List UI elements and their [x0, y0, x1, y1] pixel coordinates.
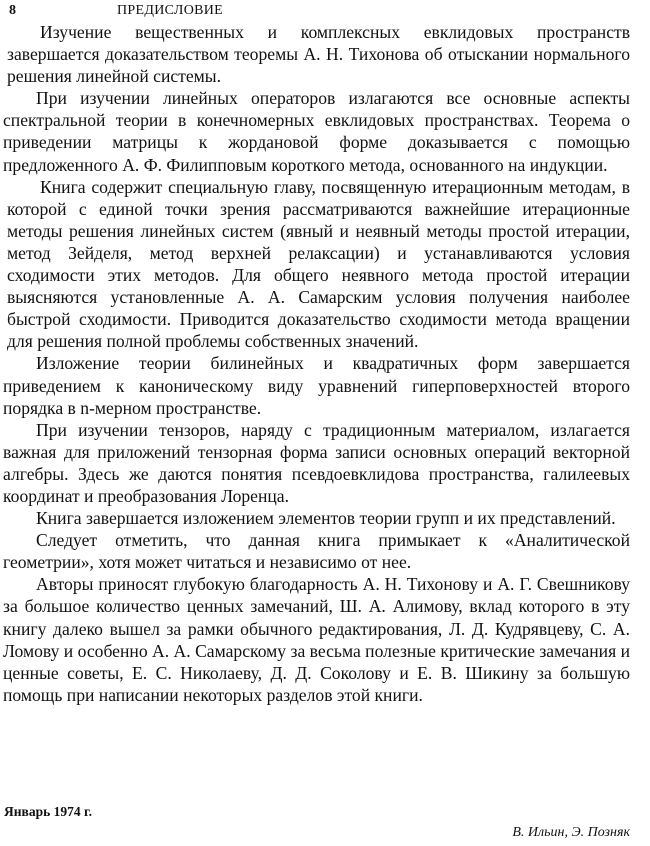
paragraph: Следует отметить, что данная книга примыкает к «Аналитической геометрии», хотя может читаться и независимо от нее.	[3, 530, 630, 573]
paragraph: Изложение теории билинейных и квадратичных форм завершается приведением к каноническому виду уравнений гиперповерхностей второго порядка в n-мерном пространстве.	[3, 353, 630, 418]
paragraph: Авторы приносят глубокую благодарность А. Н. Тихонову и А. Г. Свешникову за большое количество ценных замечаний, Ш. А. Алимову, вклад которого в эту книгу далеко вышел за рамки обычного редактирования, Л. Д. Кудрявцеву, С. А. Ломову и особенно А. А. Самарскому за весьма полезные критические замечания и ценные советы, Е. С. Николаеву, Д. Д. Соколову и Е. В. Шикину за большую помощь при написании некоторых разделов этой книги.	[3, 574, 630, 705]
paragraph: При изучении линейных операторов излагаются все основные аспекты спектральной теории в конечномерных евклидовых пространствах. Теорема о приведении матрицы к жордановой форме доказывается с помощью предложенного А. Ф. Филипповым короткого метода, основанного на индукции.	[3, 88, 630, 175]
paragraph: Книга содержит специальную главу, посвященную итерационным методам, в которой с единой точки зрения рассматриваются важнейшие итерационные методы решения линейных систем (явный и неявный методы простой итерации, метод Зейделя, метод верхней релаксации) и устанавливаются условия сходимости этих методов. Для общего неявного метода простой итерации выясняются установленные А. А. Самарским условия получения наиболее быстрой сходимости. Приводится доказательство сходимости метода вращении для решения полной проблемы собственных значений.	[7, 176, 630, 352]
preface-date: Январь 1974 г.	[4, 804, 92, 819]
page-number: 8	[9, 3, 16, 18]
paragraph: Книга завершается изложением элементов теории групп и их представлений.	[36, 508, 616, 529]
running-title: ПРЕДИСЛОВИЕ	[117, 3, 224, 18]
preface-authors: В. Ильин, Э. Позняк	[512, 825, 630, 840]
paragraph: Изучение вещественных и комплексных евклидовых пространств завершается доказательством теоремы А. Н. Тихонова об отыскании нормального решения линейной системы.	[7, 22, 630, 87]
page-header	[5, 3, 645, 21]
preface-body	[3, 21, 630, 706]
paragraph: При изучении тензоров, наряду с традиционным материалом, излагается важная для приложений тензорная форма записи основных операций векторной алгебры. Здесь же даются понятия псевдоевклидова пространства, галилеевых координат и преобразования Лоренца.	[3, 419, 630, 506]
